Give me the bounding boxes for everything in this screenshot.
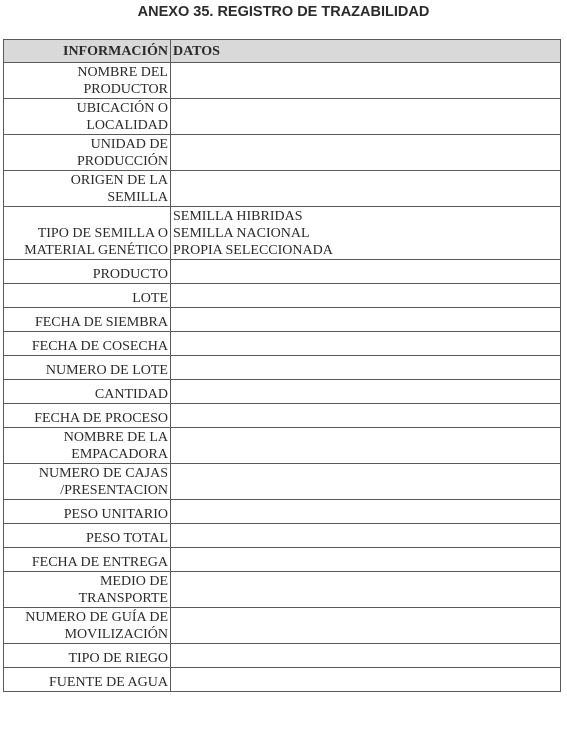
row-label-line: UNIDAD DE bbox=[90, 137, 168, 152]
row-label-line: NUMERO DE LOTE bbox=[45, 363, 168, 378]
row-label bbox=[4, 356, 171, 380]
row-label-line: PESO TOTAL bbox=[86, 531, 168, 546]
row-label bbox=[4, 380, 171, 404]
row-label bbox=[4, 404, 171, 428]
row-data-cell[interactable] bbox=[171, 668, 561, 692]
row-label-line: LOTE bbox=[132, 291, 168, 306]
row-label bbox=[4, 135, 171, 171]
row-label bbox=[4, 207, 171, 260]
row-label-line: PRODUCCIÓN bbox=[76, 154, 168, 169]
table-row bbox=[4, 207, 561, 260]
row-label-line: NUMERO DE GUÍA DE bbox=[25, 610, 168, 625]
table-row bbox=[4, 668, 561, 692]
row-label bbox=[4, 99, 171, 135]
document-title: ANEXO 35. REGISTRO DE TRAZABILIDAD bbox=[137, 4, 430, 20]
table-row bbox=[4, 464, 561, 500]
row-data-cell[interactable] bbox=[171, 63, 561, 99]
table-row bbox=[4, 500, 561, 524]
row-label-line: TRANSPORTE bbox=[78, 591, 168, 606]
table-row bbox=[4, 572, 561, 608]
row-label-line: NOMBRE DEL bbox=[77, 65, 168, 80]
table-row bbox=[4, 63, 561, 99]
row-data-cell[interactable] bbox=[171, 284, 561, 308]
row-data-cell[interactable] bbox=[171, 356, 561, 380]
row-label-line: PESO UNITARIO bbox=[63, 507, 168, 522]
row-label bbox=[4, 524, 171, 548]
table-row bbox=[4, 332, 561, 356]
row-label-line: /PRESENTACION bbox=[60, 483, 168, 498]
row-label bbox=[4, 608, 171, 644]
row-data-cell[interactable] bbox=[171, 572, 561, 608]
row-label-line: FECHA DE PROCESO bbox=[34, 411, 168, 426]
row-label-line: MOVILIZACIÓN bbox=[64, 627, 168, 642]
header-datos: DATOS bbox=[171, 40, 561, 63]
row-label-line: MATERIAL GENÉTICO bbox=[24, 243, 168, 258]
row-data-cell[interactable] bbox=[171, 135, 561, 171]
row-label-line: NOMBRE DE LA bbox=[63, 430, 168, 445]
table-row bbox=[4, 380, 561, 404]
row-label-line: FUENTE DE AGUA bbox=[49, 675, 168, 690]
row-label bbox=[4, 668, 171, 692]
row-label bbox=[4, 63, 171, 99]
row-label-line: ORIGEN DE LA bbox=[70, 173, 168, 188]
row-data-cell[interactable] bbox=[171, 500, 561, 524]
row-label-line: PRODUCTOR bbox=[83, 82, 168, 97]
row-label-line: EMPACADORA bbox=[71, 447, 168, 462]
row-label bbox=[4, 284, 171, 308]
table-row bbox=[4, 284, 561, 308]
row-label-line: FECHA DE SIEMBRA bbox=[34, 315, 168, 330]
row-data-cell[interactable] bbox=[171, 524, 561, 548]
table-header-row bbox=[4, 40, 561, 63]
row-label bbox=[4, 260, 171, 284]
row-label-line: FECHA DE ENTREGA bbox=[31, 555, 168, 570]
table-row bbox=[4, 135, 561, 171]
row-label bbox=[4, 572, 171, 608]
row-label-line: TIPO DE SEMILLA O bbox=[37, 226, 168, 241]
table-row bbox=[4, 308, 561, 332]
data-option: SEMILLA NACIONAL bbox=[173, 226, 310, 241]
row-data-cell[interactable] bbox=[171, 548, 561, 572]
table-row bbox=[4, 644, 561, 668]
row-label-line: FECHA DE COSECHA bbox=[31, 339, 168, 354]
row-label-line: PRODUCTO bbox=[92, 267, 168, 282]
row-data-cell[interactable] bbox=[171, 428, 561, 464]
row-label bbox=[4, 308, 171, 332]
row-data-cell[interactable] bbox=[171, 308, 561, 332]
row-data-cell[interactable] bbox=[171, 260, 561, 284]
row-data-cell[interactable] bbox=[171, 171, 561, 207]
table-row bbox=[4, 404, 561, 428]
row-label bbox=[4, 548, 171, 572]
table-row bbox=[4, 356, 561, 380]
table-row bbox=[4, 260, 561, 284]
row-label-line: MEDIO DE bbox=[99, 574, 168, 589]
row-data-cell[interactable] bbox=[171, 404, 561, 428]
traceability-table bbox=[3, 39, 561, 692]
table-row bbox=[4, 99, 561, 135]
row-label bbox=[4, 500, 171, 524]
row-label-line: LOCALIDAD bbox=[86, 118, 168, 133]
row-data-cell[interactable] bbox=[171, 464, 561, 500]
row-label-line: TIPO DE RIEGO bbox=[68, 651, 168, 666]
row-label bbox=[4, 428, 171, 464]
row-data-cell[interactable] bbox=[171, 207, 561, 260]
row-label-line: CANTIDAD bbox=[94, 387, 168, 402]
row-data-cell[interactable] bbox=[171, 380, 561, 404]
header-informacion: INFORMACIÓN bbox=[4, 40, 171, 63]
data-option: PROPIA SELECCIONADA bbox=[173, 243, 333, 258]
row-label-line: UBICACIÓN O bbox=[76, 101, 168, 116]
row-data-cell[interactable] bbox=[171, 99, 561, 135]
row-label bbox=[4, 171, 171, 207]
table-row bbox=[4, 548, 561, 572]
table-row bbox=[4, 524, 561, 548]
row-label-line: SEMILLA bbox=[107, 190, 168, 205]
table-row bbox=[4, 608, 561, 644]
row-label-line: NUMERO DE CAJAS bbox=[38, 466, 168, 481]
row-label bbox=[4, 464, 171, 500]
data-option: SEMILLA HIBRIDAS bbox=[173, 209, 303, 224]
row-data-cell[interactable] bbox=[171, 332, 561, 356]
row-data-cell[interactable] bbox=[171, 644, 561, 668]
row-data-cell[interactable] bbox=[171, 608, 561, 644]
table-row bbox=[4, 171, 561, 207]
row-label bbox=[4, 332, 171, 356]
table-row bbox=[4, 428, 561, 464]
row-label bbox=[4, 644, 171, 668]
